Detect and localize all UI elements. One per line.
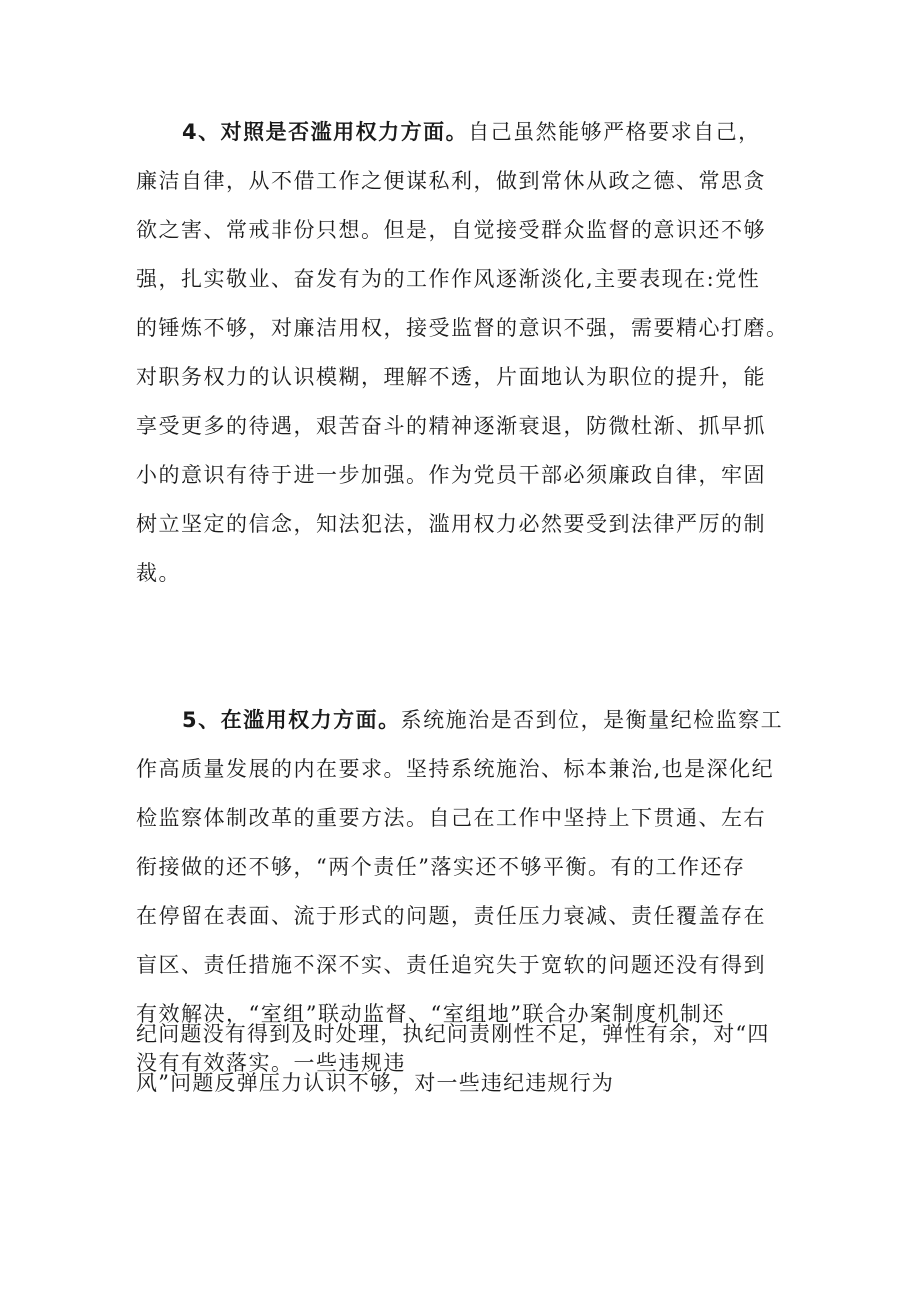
section-5-continuation (136, 1010, 796, 1108)
paragraph-line: 作高质量发展的内在要求。坚持系统施治、标本兼治,也是深化纪 (136, 757, 775, 781)
paragraph-line: 检监察体制改革的重要方法。自己在工作中坚持上下贯通、左右 (136, 806, 766, 830)
section-5-heading: 5、在滥用权力方面。 (182, 708, 401, 732)
paragraph-line: 在停留在表面、流于形式的问题，责任压力衰减、责任覆盖存在 (136, 904, 766, 928)
paragraph-line (136, 108, 796, 157)
paragraph-line: 没有有效落实。一些违规违 (136, 1051, 406, 1075)
paragraph-line: 盲区、责任措施不深不实、责任追究失于宽软的问题还没有得到 (136, 953, 766, 977)
paragraph-line: 对职务权力的认识模糊，理解不透，片面地认为职位的提升，能 (136, 365, 766, 389)
paragraph-line: 树立坚定的信念，知法犯法，滥用权力必然要受到法律严厉的制 (136, 512, 766, 536)
paragraph-line: 欲之害、常戒非份只想。但是，自觉接受群众监督的意识还不够 (136, 218, 766, 242)
paragraph-text: 系统施治是否到位，是衡量纪检监察工 (400, 708, 784, 732)
paragraph-line: 强，扎实敬业、奋发有为的工作作风逐渐淡化,主要表现在:党性 (136, 267, 761, 291)
section-4-heading: 4、对照是否滥用权力方面。 (182, 120, 469, 144)
section-4-paragraph (136, 108, 796, 598)
paragraph-line: 有效解决，“室组”联动监督、“室组地”联合办案制度机制还 (136, 1002, 725, 1026)
paragraph-line: 享受更多的待遇，艰苦奋斗的精神逐渐衰退，防微杜渐、抓早抓 (136, 414, 766, 438)
paragraph-line: 衔接做的还不够，“两个责任”落实还不够平衡。有的工作还存 (136, 855, 746, 879)
paragraph-line: 小的意识有待于进一步加强。作为党员干部必须廉政自律，牢固 (136, 463, 766, 487)
paragraph-line: 的锤炼不够，对廉洁用权，接受监督的意识不强，需要精心打磨。 (136, 316, 789, 340)
paragraph-text: 自己虽然能够严格要求自己， (468, 120, 761, 144)
paragraph-line (136, 696, 796, 745)
paragraph-line: 风”问题反弹压力认识不够，对一些违纪违规行为 (136, 1071, 615, 1095)
paragraph-line: 廉洁自律，从不借工作之便谋私利，做到常休从政之德、常思贪 (136, 169, 766, 193)
paragraph-line: 纪问题没有得到及时处理，执纪问责刚性不足，弹性有余，对“四 (136, 1022, 770, 1046)
paragraph-line: 裁。 (136, 561, 181, 585)
